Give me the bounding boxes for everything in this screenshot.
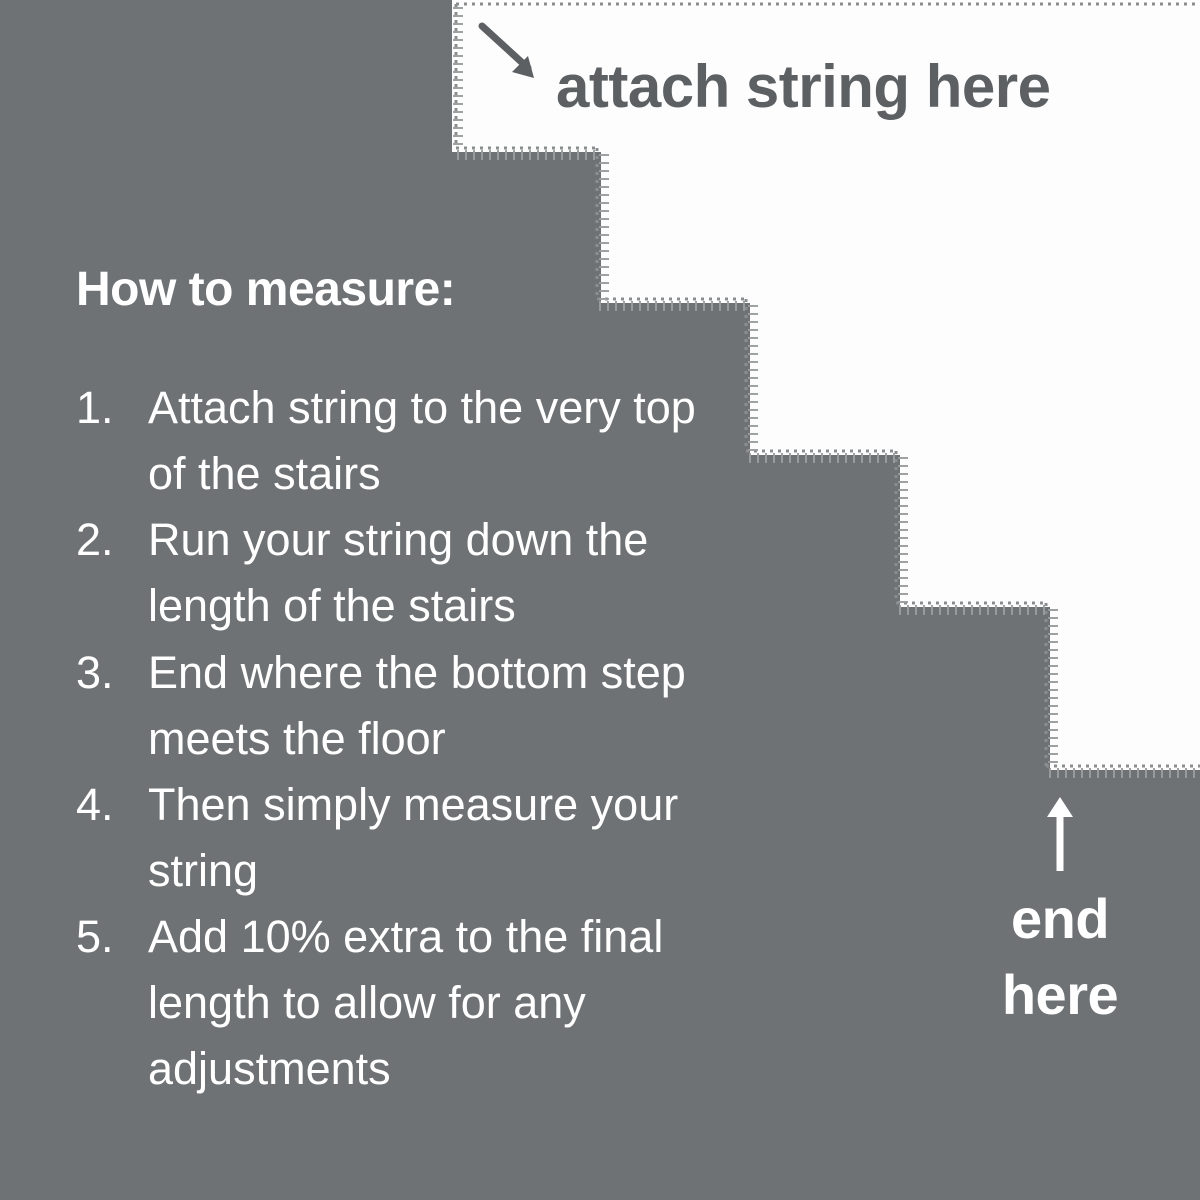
- attach-string-label: attach string here: [556, 53, 1051, 120]
- arrow-up-icon: [1040, 795, 1080, 873]
- how-to-measure-block: [76, 262, 736, 1103]
- list-item: Then simply measure your string: [148, 778, 679, 896]
- end-here-label-line2: here: [1001, 962, 1119, 1026]
- list-item: End where the bottom step meets the floor: [148, 646, 686, 764]
- end-here-annotation: [960, 795, 1160, 1032]
- measure-steps-list: [76, 375, 736, 1103]
- list-item: Run your string down the length of the stairs: [148, 514, 649, 632]
- list-item: Add 10% extra to the final length to allow for any adjustments: [148, 911, 664, 1095]
- how-to-measure-title: How to measure:: [76, 263, 456, 316]
- end-here-label-line1: end: [1010, 887, 1110, 950]
- arrow-down-right-icon: [478, 22, 548, 82]
- list-item: Attach string to the very top of the stairs: [148, 382, 696, 500]
